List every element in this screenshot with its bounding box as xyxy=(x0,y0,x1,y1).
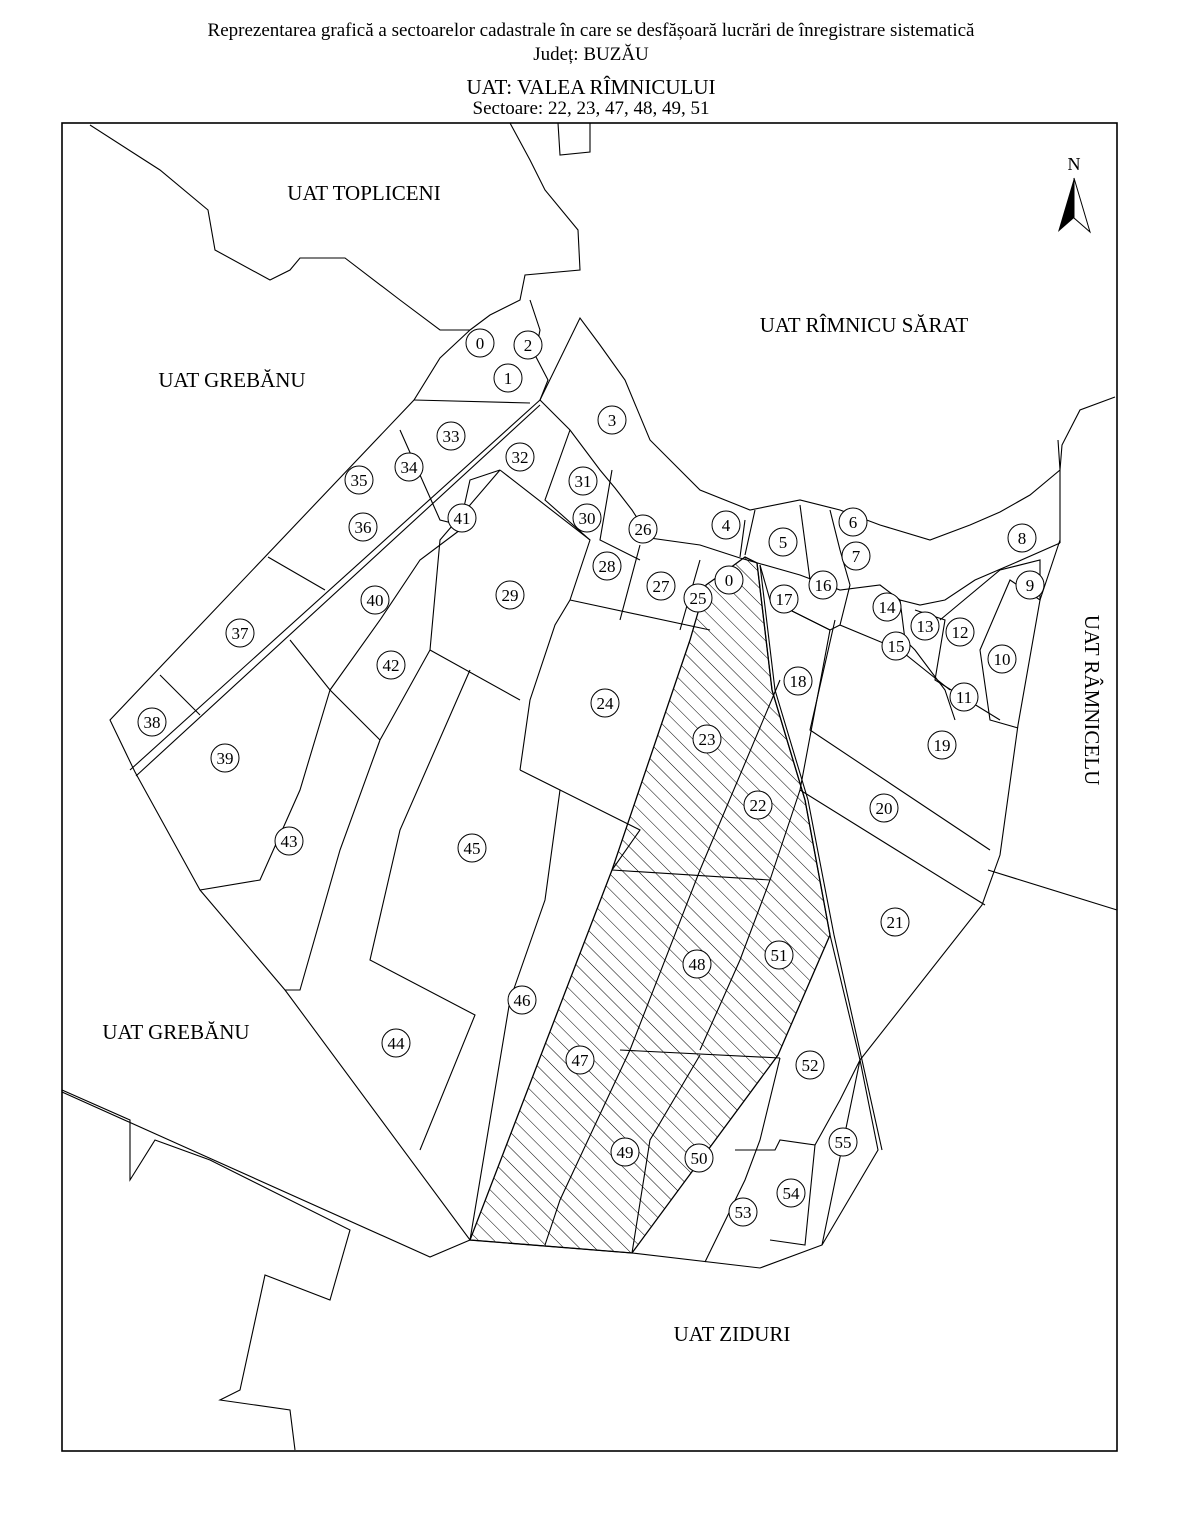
sector-number: 1 xyxy=(503,369,513,388)
sector-number: 51 xyxy=(770,946,788,965)
sector-number: 46 xyxy=(513,991,531,1010)
sector-marker xyxy=(911,612,939,640)
sector-marker xyxy=(508,986,536,1014)
sector-number: 54 xyxy=(782,1184,800,1203)
sector-number: 2 xyxy=(523,336,533,355)
sector-marker xyxy=(715,566,743,594)
sector-number: 10 xyxy=(993,650,1011,669)
sector-marker xyxy=(211,744,239,772)
sector-marker xyxy=(458,834,486,862)
sector-marker xyxy=(345,466,373,494)
sector-number: 31 xyxy=(574,472,592,491)
sector-number: 15 xyxy=(887,637,905,656)
sector-number: 29 xyxy=(501,586,519,605)
sector-marker xyxy=(598,406,626,434)
sector-marker xyxy=(988,645,1016,673)
map-title: Reprezentarea grafică a sectoarelor cadastrale în care se desfășoară lucrări de înregistrare sistematică xyxy=(207,20,975,41)
uat-topliceni-label: UAT TOPLICENI xyxy=(287,181,441,205)
sector-number: 8 xyxy=(1017,529,1027,548)
sector-marker xyxy=(946,618,974,646)
sector-marker xyxy=(683,950,711,978)
sector-marker xyxy=(1008,524,1036,552)
sector-number: 4 xyxy=(721,516,731,535)
sector-number: 32 xyxy=(511,448,529,467)
sector-number: 47 xyxy=(571,1051,589,1070)
sector-marker xyxy=(729,1198,757,1226)
uat-grebanu-south-label: UAT GREBĂNU xyxy=(102,1020,250,1044)
sector-marker xyxy=(591,689,619,717)
sector-number: 38 xyxy=(143,713,161,732)
sector-marker xyxy=(769,528,797,556)
sector-marker xyxy=(569,467,597,495)
uat-rimnicelu-label: UAT RÂMNICELU xyxy=(1080,614,1104,786)
sector-marker xyxy=(809,571,837,599)
sector-marker xyxy=(647,572,675,600)
sector-number: 40 xyxy=(366,591,384,610)
uat-line: UAT: VALEA RÎMNICULUI xyxy=(466,75,716,99)
sector-marker xyxy=(881,908,909,936)
sector-marker xyxy=(514,331,542,359)
sector-number: 20 xyxy=(875,799,893,818)
sector-marker xyxy=(566,1046,594,1074)
north-label: N xyxy=(1067,154,1081,174)
sector-number: 42 xyxy=(382,656,400,675)
sector-number: 27 xyxy=(652,577,670,596)
sector-marker xyxy=(593,552,621,580)
sector-number: 34 xyxy=(400,458,418,477)
sector-marker xyxy=(138,708,166,736)
sector-marker xyxy=(506,443,534,471)
sector-marker xyxy=(382,1029,410,1057)
uat-ziduri-label: UAT ZIDURI xyxy=(673,1322,791,1346)
sector-marker xyxy=(870,794,898,822)
sector-marker xyxy=(496,581,524,609)
sector-number: 24 xyxy=(596,694,614,713)
sector-marker xyxy=(494,364,522,392)
sector-marker xyxy=(466,329,494,357)
sector-marker xyxy=(685,1144,713,1172)
sector-marker xyxy=(437,422,465,450)
sector-number: 13 xyxy=(916,617,934,636)
sector-number: 37 xyxy=(231,624,249,643)
sector-number: 19 xyxy=(933,736,951,755)
sector-number: 25 xyxy=(689,589,707,608)
sector-number: 3 xyxy=(607,411,617,430)
sector-number: 30 xyxy=(578,509,596,528)
sector-marker xyxy=(629,515,657,543)
sector-number: 33 xyxy=(442,427,460,446)
sector-number: 18 xyxy=(789,672,807,691)
sector-number: 52 xyxy=(801,1056,819,1075)
sector-marker xyxy=(684,584,712,612)
sector-marker xyxy=(693,725,721,753)
sector-number: 26 xyxy=(634,520,652,539)
sector-marker xyxy=(770,585,798,613)
sector-number: 36 xyxy=(354,518,372,537)
sector-number: 11 xyxy=(955,688,973,707)
sector-marker xyxy=(226,619,254,647)
sector-number: 17 xyxy=(775,590,793,609)
sector-marker xyxy=(839,508,867,536)
sector-marker xyxy=(573,504,601,532)
sector-marker xyxy=(765,941,793,969)
sector-number: 39 xyxy=(216,749,234,768)
sector-number: 55 xyxy=(834,1133,852,1152)
sector-marker xyxy=(796,1051,824,1079)
sector-number: 43 xyxy=(280,832,298,851)
sector-number: 45 xyxy=(463,839,481,858)
sector-number: 12 xyxy=(951,623,969,642)
sector-marker xyxy=(377,651,405,679)
sector-marker xyxy=(882,632,910,660)
sector-marker xyxy=(928,731,956,759)
sector-marker xyxy=(873,593,901,621)
sector-marker xyxy=(1016,571,1044,599)
sector-number: 21 xyxy=(886,913,904,932)
sector-number: 50 xyxy=(690,1149,708,1168)
north-arrow-icon xyxy=(1058,178,1090,232)
sector-number: 7 xyxy=(851,547,861,566)
sector-marker xyxy=(842,542,870,570)
sector-number: 49 xyxy=(616,1143,634,1162)
sector-marker xyxy=(784,667,812,695)
sector-marker xyxy=(777,1179,805,1207)
sector-marker xyxy=(712,511,740,539)
sector-marker xyxy=(275,827,303,855)
sector-number: 5 xyxy=(778,533,788,552)
sector-marker xyxy=(395,453,423,481)
sector-number: 14 xyxy=(878,598,896,617)
county-line: Județ: BUZĂU xyxy=(533,44,649,65)
uat-rimnicu-sarat-label: UAT RÎMNICU SĂRAT xyxy=(759,313,969,337)
sector-marker xyxy=(448,504,476,532)
sector-number: 28 xyxy=(598,557,616,576)
sector-marker xyxy=(361,586,389,614)
uat-grebanu-north-label: UAT GREBĂNU xyxy=(158,368,306,392)
sector-number: 22 xyxy=(749,796,767,815)
sector-number: 35 xyxy=(350,471,368,490)
sector-number: 0 xyxy=(475,334,485,353)
sector-number: 53 xyxy=(734,1203,752,1222)
sector-number: 9 xyxy=(1025,576,1035,595)
sector-marker xyxy=(829,1128,857,1156)
sector-marker xyxy=(349,513,377,541)
sector-number: 0 xyxy=(724,571,734,590)
sector-number: 16 xyxy=(814,576,832,595)
sectors-line: Sectoare: 22, 23, 47, 48, 49, 51 xyxy=(472,98,710,119)
sector-marker xyxy=(744,791,772,819)
sector-number: 48 xyxy=(688,955,706,974)
sector-number: 6 xyxy=(848,513,858,532)
sector-marker xyxy=(950,683,978,711)
sector-number: 41 xyxy=(453,509,471,528)
sector-number: 44 xyxy=(387,1034,405,1053)
sector-marker xyxy=(611,1138,639,1166)
sector-number: 23 xyxy=(698,730,716,749)
